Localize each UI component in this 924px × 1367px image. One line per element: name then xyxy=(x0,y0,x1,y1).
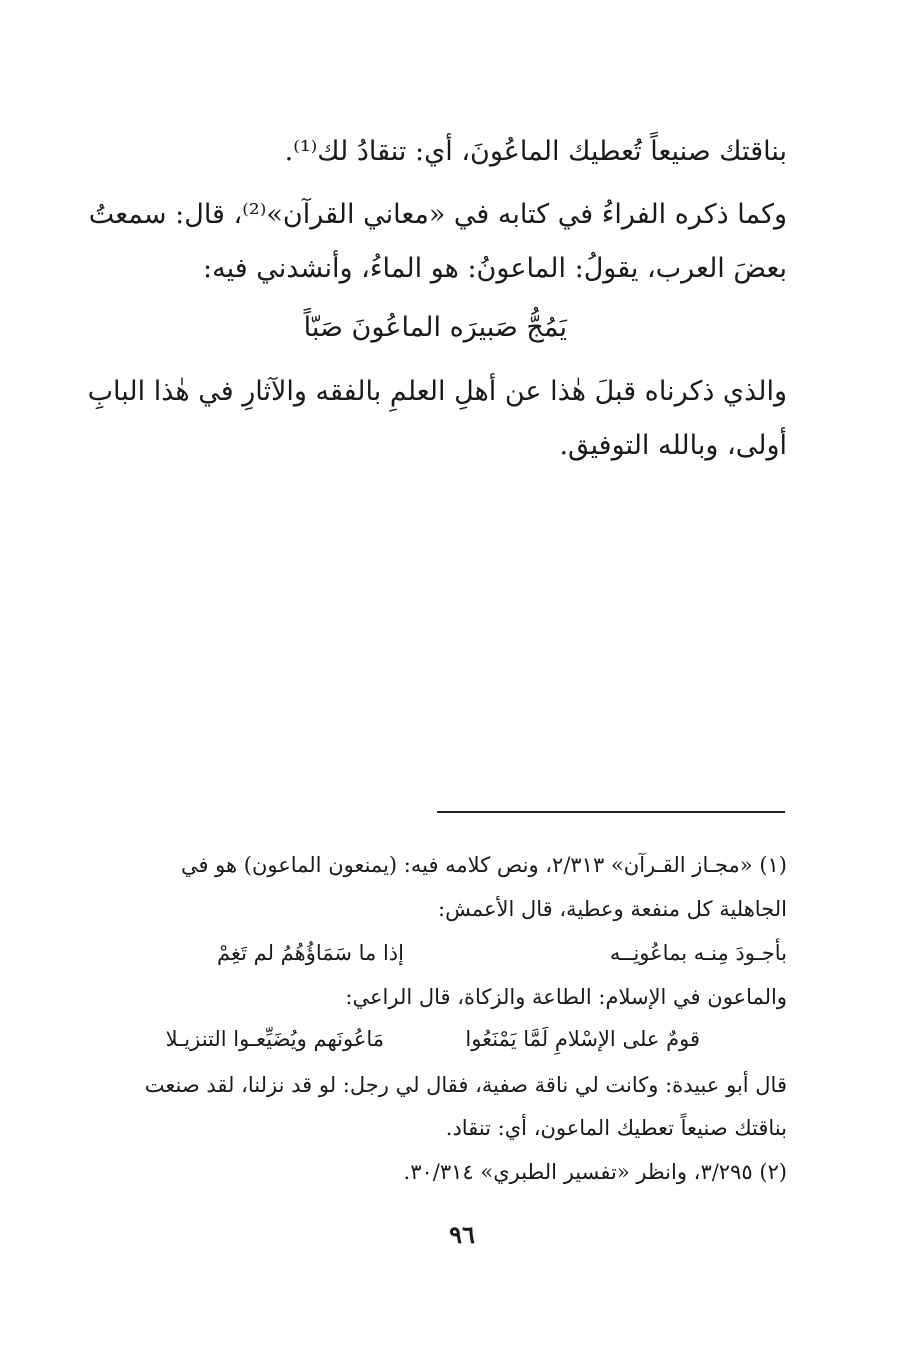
footnote-1-line-1: (١) «مجـاز القـرآن» ٢/٣١٣، ونص كلامه فيه: (يمنعون الماعون) هو في xyxy=(180,853,787,877)
footnote-verse-1-first-hemistich: بأجـودَ مِنـه بماعُونِــه xyxy=(609,941,787,965)
footnote-2: (٢) ٣/٢٩٥، وانظر «تفسير الطبري» ٣٠/٣١٤. xyxy=(403,1160,787,1184)
page-number: ٩٦ xyxy=(449,1220,475,1249)
footnote-verse-2-second-hemistich: مَاعُونَهم ويُضَيِّعـوا التنزيـلا xyxy=(165,1027,384,1051)
footnote-1-line-4: قال أبو عبيدة: وكانت لي ناقة صفية، فقال لي رجل: لو قد نزلنا، لقد صنعت xyxy=(144,1073,787,1097)
body-line-1: بناقتك صنيعاً تُعطيك الماعُونَ، أي: تنقادُ لك⁽¹⁾. xyxy=(284,136,787,167)
footnote-verse-1-second-hemistich: إذا ما سَمَاؤُهُمُ لم تَغِمْ xyxy=(216,941,404,965)
footnote-1-line-3: والماعون في الإسلام: الطاعة والزكاة، قال الراعي: xyxy=(345,985,787,1009)
footnote-1-line-2: الجاهلية كل منفعة وعطية، قال الأعمش: xyxy=(438,897,787,921)
body-line-4: والذي ذكرناه قبلَ هٰذا عن أهلِ العلمِ بالفقه والآثارِ في هٰذا البابِ xyxy=(87,376,787,407)
footnote-1-line-5: بناقتك صنيعاً تعطيك الماعون، أي: تنقاد. xyxy=(445,1116,787,1140)
footnote-verse-2-first-hemistich: قومٌ على الإسْلامِ لَمَّا يَمْنَعُوا xyxy=(465,1027,700,1051)
poetry-verse: يَمُجُّ صَبيرَه الماعُونَ صَبّاً xyxy=(303,312,567,343)
body-line-2: وكما ذكره الفراءُ في كتابه في «معاني القرآن»⁽²⁾، قال: سمعتُ xyxy=(88,199,787,230)
body-line-3: بعضَ العرب، يقولُ: الماعونُ: هو الماءُ، وأنشدني فيه: xyxy=(203,253,787,284)
body-line-5: أولى، وبالله التوفيق. xyxy=(559,430,787,461)
footnote-separator xyxy=(437,811,785,813)
